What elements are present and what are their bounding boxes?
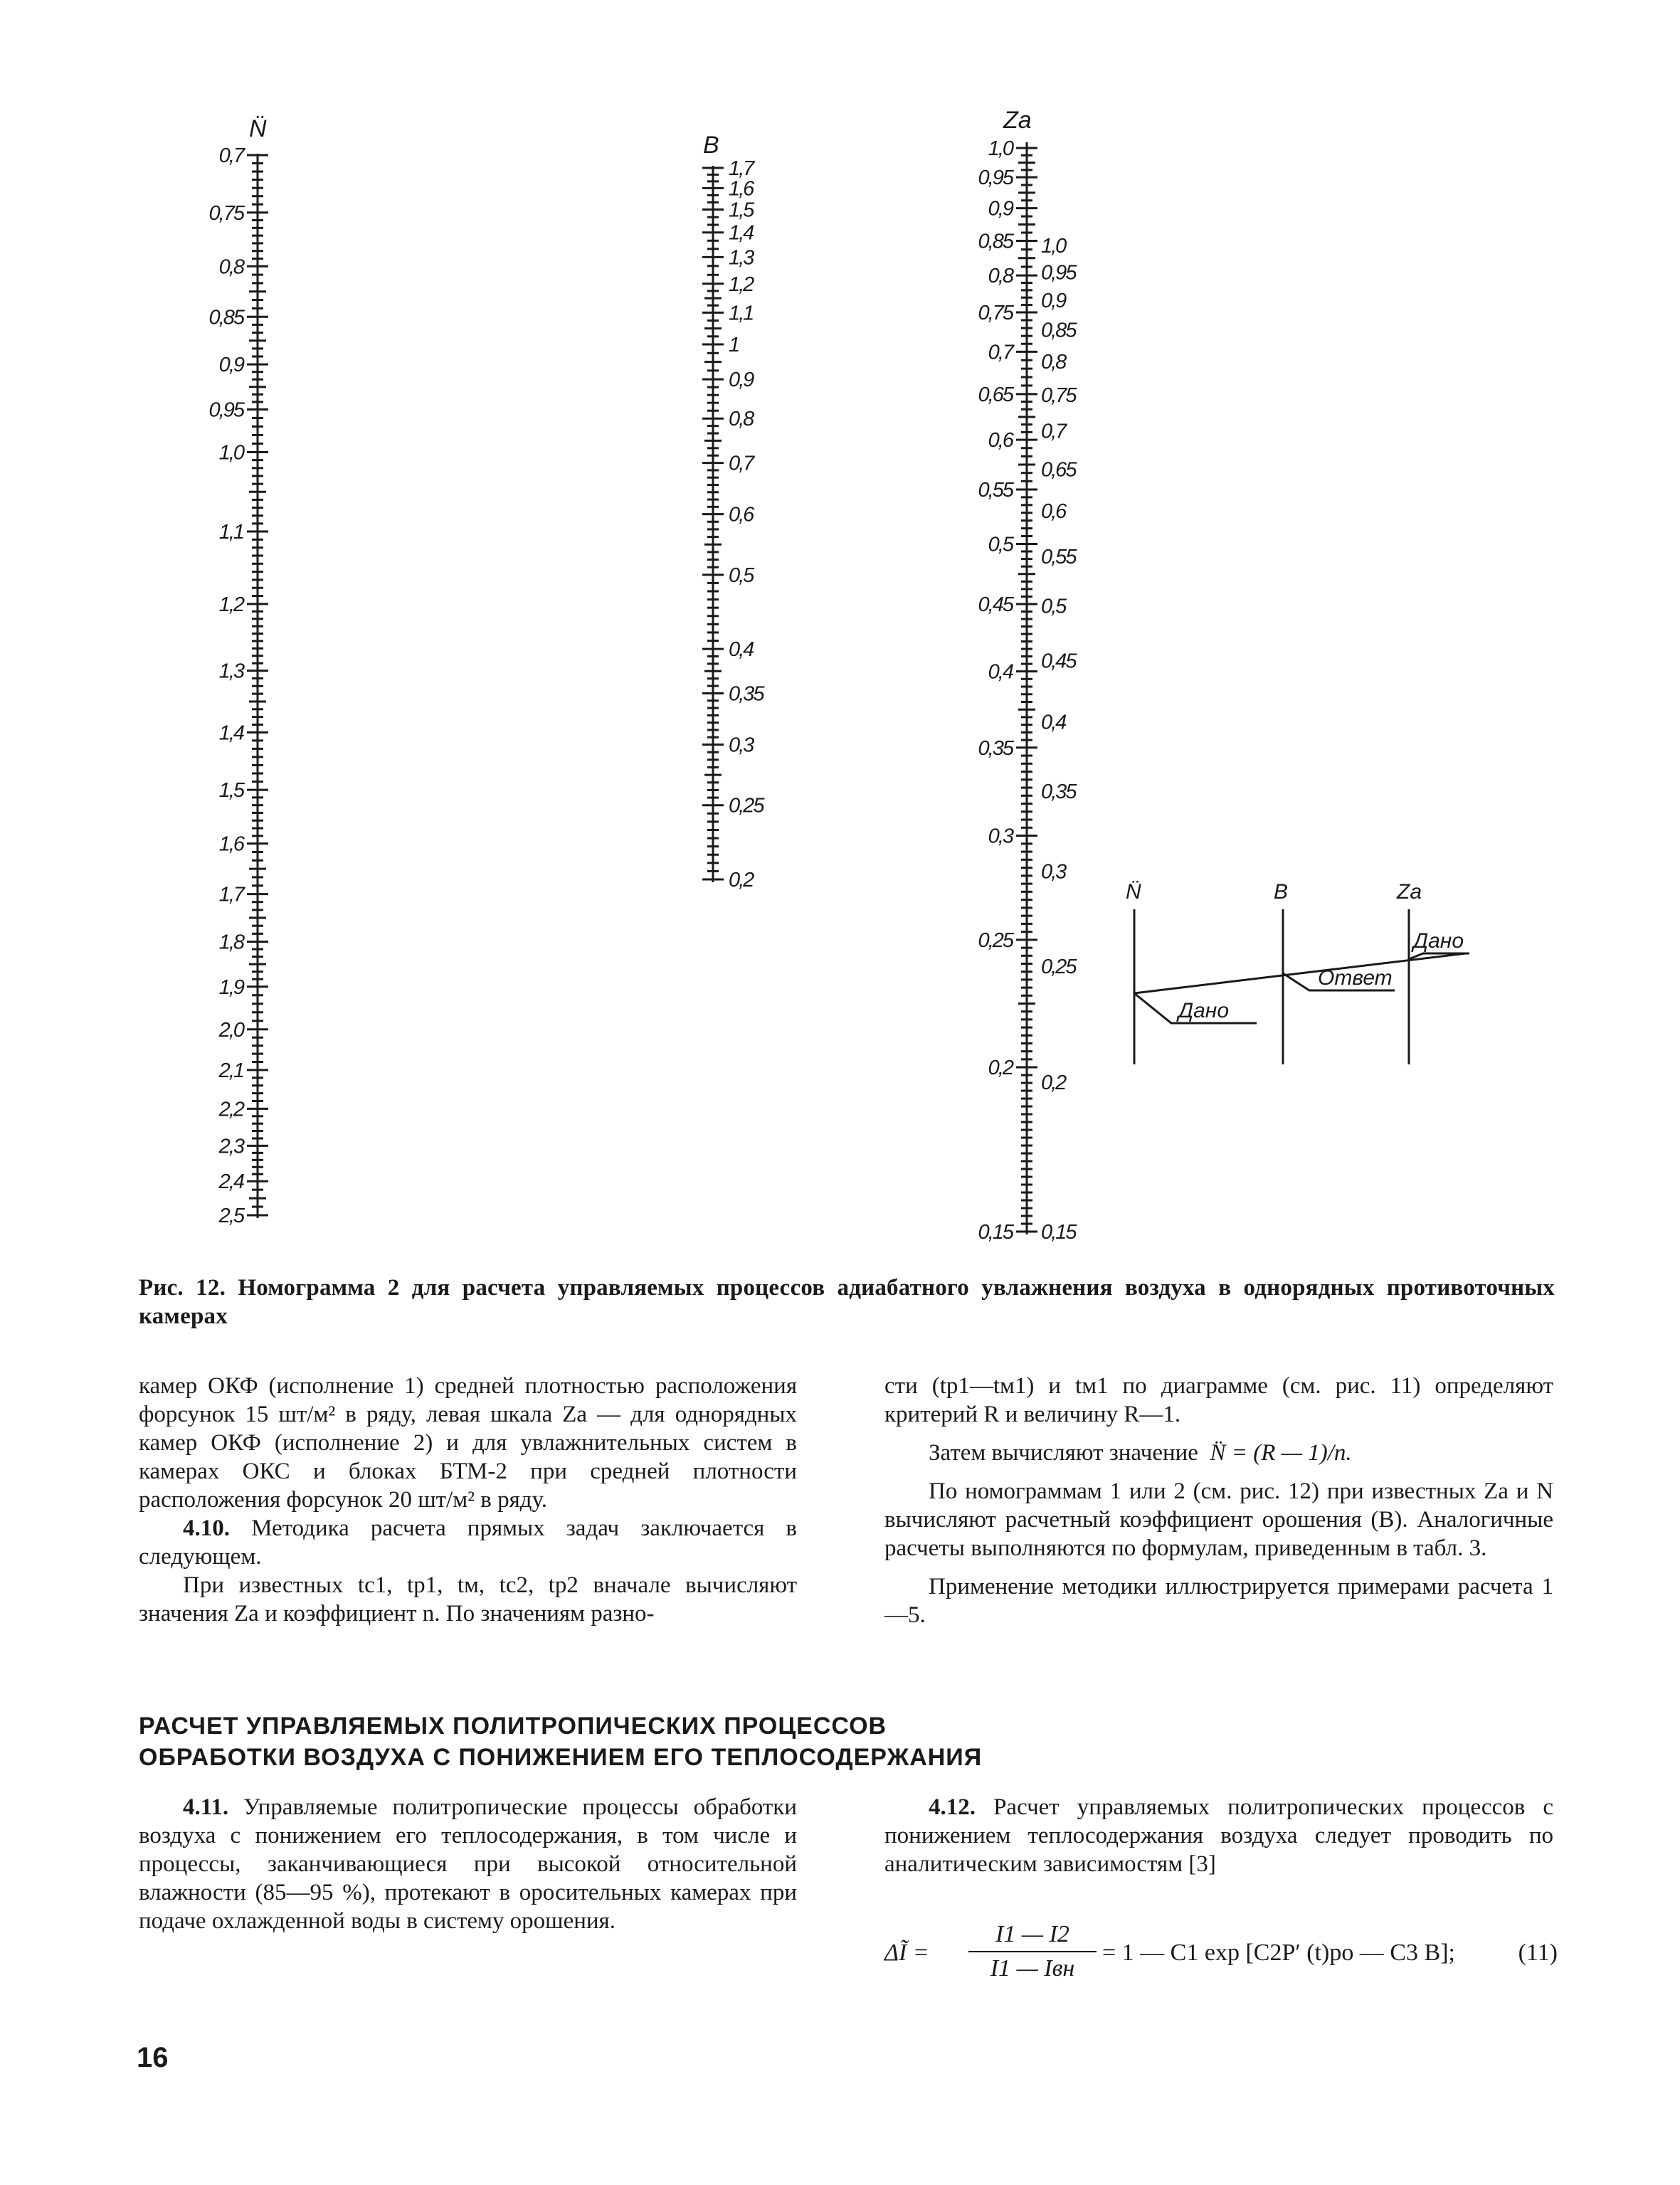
scale-b-tick-label: 1,4 — [729, 221, 754, 245]
scale-n-tick-label: 1,9 — [218, 975, 243, 999]
key-label-za: Za — [1397, 880, 1422, 904]
scale-za-left-tick-label: 0,75 — [978, 301, 1013, 324]
scale-za-left-tick-label: 0,2 — [988, 1057, 1013, 1080]
scale-za-left-tick-label: 0,8 — [988, 265, 1013, 288]
scale-za-left-tick-label: 0,3 — [988, 825, 1013, 848]
section-number: 4.11. — [183, 1794, 229, 1820]
scale-za-right-tick-label: 0,65 — [1041, 458, 1076, 482]
heading-line: ОБРАБОТКИ ВОЗДУХА С ПОНИЖЕНИЕМ ЕГО ТЕПЛОСОДЕРЖАНИЯ — [139, 1744, 983, 1771]
scale-n-ticks — [209, 144, 268, 1227]
scale-n-tick-label: 2,5 — [218, 1205, 243, 1227]
right-column-bottom — [884, 1793, 1553, 1878]
scale-za-right-tick-label: 0,45 — [1041, 650, 1076, 673]
scale-za-right-tick-label: 0,9 — [1041, 289, 1066, 312]
scale-b-tick-label: 1,1 — [729, 302, 754, 325]
scale-za-left-tick-label: 0,15 — [978, 1221, 1013, 1244]
scale-b-tick-label: 1,5 — [729, 199, 754, 222]
scale-b-tick-label: 0,5 — [729, 564, 754, 587]
scale-n-tick-label: 1,5 — [218, 779, 243, 803]
paragraph: Методика расчета прямых задач заключается в следующем. — [139, 1515, 798, 1570]
scale-b-tick-label: 1,3 — [729, 246, 754, 270]
scale-n-tick-label: 2,3 — [218, 1135, 243, 1158]
left-column-top — [139, 1372, 797, 1628]
scale-za-left-tick-label: 0,35 — [978, 736, 1013, 760]
paragraph: При известных tc1, tp1, tм, tc2, tp2 вначале вычисляют значения Za и коэффициент n. По значениям разно- — [139, 1572, 797, 1626]
scale-b-ticks — [702, 157, 765, 892]
page-number: 16 — [137, 2042, 169, 2073]
scale-n-tick-label: 0,75 — [208, 201, 243, 225]
paragraph-cont: камер ОКФ (исполнение 1) средней плотностью расположения форсунок 15 шт/м² в ряду, левая шкала Za — для однорядных камер ОКФ (исполнение 2) и для увлажнительных систем в камерах ОКС и блоках БТМ-2 при средней плотности расположения форсунок 20 шт/м² в ряду. — [139, 1373, 797, 1513]
paragraph: Затем вычисляют значение — [929, 1440, 1198, 1466]
scale-za-left-tick-label: 0,9 — [988, 197, 1013, 221]
scale-n-tick-label: 1,0 — [218, 441, 243, 465]
scale-b-tick-label: 1,7 — [729, 157, 754, 180]
scale-b-tick-label: 1 — [729, 333, 739, 356]
scale-n-tick-label: 0,95 — [208, 398, 243, 422]
scale-n-tick-label: 0,8 — [218, 255, 243, 279]
scale-n-tick-label: 0,9 — [218, 354, 243, 377]
key-isopleth — [1134, 953, 1466, 993]
scale-za-left-tick-label: 0,25 — [978, 929, 1013, 952]
scale-za-right-tick-label: 0,95 — [1041, 261, 1076, 285]
scale-n-tick-label: 1,7 — [218, 883, 243, 906]
scale-n-tick-label: 1,2 — [218, 593, 243, 616]
scale-za-left-tick-label: 0,45 — [978, 593, 1013, 617]
scale-n-tick-label: 2,4 — [218, 1170, 243, 1194]
scale-b-tick-label: 0,9 — [729, 369, 754, 392]
formula-rhs: = 1 — C1 exp [C2P′ (t)po — C3 B]; — [1102, 1940, 1456, 1966]
key-given-1: Дано — [1178, 999, 1230, 1022]
scale-za-left-tick-label: 0,6 — [988, 429, 1013, 453]
scale-b-label: B — [703, 132, 719, 159]
scale-za-right-tick-label: 0,55 — [1041, 545, 1076, 568]
formula-11 — [884, 1921, 1568, 1985]
scale-za-right-tick-label: 0,2 — [1041, 1071, 1066, 1094]
key-label-n: N̈ — [1126, 880, 1141, 904]
paragraph: Управляемые политропические процессы обработки воздуха с понижением его теплосодержания, в том числе и процессы, заканчивающиеся при высокой относительной влажности (85—95 %), протекают в оросительных камерах при подаче охлажденной воды в систему орошения. — [139, 1794, 797, 1934]
scale-za-right-tick-label: 0,85 — [1041, 319, 1076, 342]
scale-b-tick-label: 0,3 — [729, 734, 754, 757]
paragraph: Применение методики иллюстрируется примерами расчета 1—5. — [884, 1574, 1553, 1628]
scale-za-left-tick-label: 0,95 — [978, 166, 1013, 190]
scale-za-right-tick-label: 0,15 — [1041, 1221, 1076, 1244]
formula-numerator: I1 — I2 — [968, 1921, 1097, 1952]
scale-za-label: Za — [1003, 107, 1032, 134]
inline-formula: N̈ = (R — 1)/n. — [1210, 1440, 1352, 1466]
section-heading — [139, 1710, 1555, 1773]
right-column-top — [884, 1372, 1553, 1629]
scale-n-tick-label: 1,1 — [218, 521, 243, 544]
scale-n-tick-label: 1,6 — [218, 832, 243, 856]
scale-za-left-tick-label: 0,85 — [978, 230, 1013, 253]
scale-n-tick-label: 0,7 — [218, 144, 243, 167]
scale-b-tick-label: 0,7 — [729, 452, 754, 475]
scale-za-right-tick-label: 0,25 — [1041, 955, 1076, 978]
formula-lhs: ΔĨ = — [884, 1940, 929, 1966]
scale-za-right-tick-label: 0,7 — [1041, 420, 1066, 443]
scale-za-right-tick-label: 0,35 — [1041, 780, 1076, 803]
scale-b-tick-label: 1,2 — [729, 273, 754, 296]
scale-n-tick-label: 2,2 — [218, 1098, 243, 1121]
scale-za-right-tick-label: 1,0 — [1041, 235, 1066, 258]
paragraph-cont: сти (tp1—tм1) и tм1 по диаграмме (см. рис. 11) определяют критерий R и величину R—1. — [884, 1373, 1553, 1427]
left-column-bottom — [139, 1793, 797, 1935]
scale-n-tick-label: 0,85 — [208, 306, 243, 329]
scale-n-tick-label: 1,3 — [218, 660, 243, 683]
section-number: 4.12. — [929, 1794, 976, 1820]
scale-za-left-tick-label: 0,5 — [988, 533, 1013, 556]
scale-b-tick-label: 0,4 — [729, 638, 754, 662]
scale-za-left-tick-label: 0,55 — [978, 478, 1013, 502]
scale-za-left-tick-label: 0,4 — [988, 660, 1013, 684]
scale-za-right-tick-label: 0,8 — [1041, 351, 1066, 374]
formula-fraction — [968, 1921, 1097, 1982]
key-answer: Ответ — [1318, 966, 1393, 990]
scale-za-right-tick-label: 0,4 — [1041, 711, 1066, 734]
scale-n-tick-label: 2,1 — [218, 1059, 243, 1082]
section-number: 4.10. — [183, 1515, 230, 1541]
heading-line: РАСЧЕТ УПРАВЛЯЕМЫХ ПОЛИТРОПИЧЕСКИХ ПРОЦЕССОВ — [139, 1713, 887, 1740]
key-label-b: B — [1274, 880, 1289, 904]
nomogram-key — [1126, 880, 1469, 1064]
scale-b-tick-label: 0,25 — [729, 794, 764, 818]
paragraph: Расчет управляемых политропических процессов с понижением теплосодержания воздуха следует проводить по аналитическим зависимостям [3] — [884, 1794, 1554, 1877]
scale-za-left-tick-label: 0,7 — [988, 341, 1013, 364]
scale-za-right-tick-label: 0,6 — [1041, 500, 1066, 524]
scale-n-label: N̈ — [249, 115, 267, 142]
paragraph: По номограммам 1 или 2 (см. рис. 12) при известных Za и N вычисляют расчетный коэффициент орошения (В). Аналогичные расчеты выполняются по формулам, приведенным в табл. 3. — [884, 1478, 1553, 1561]
scale-n-tick-label: 1,4 — [218, 721, 243, 745]
key-given-2: Дано — [1413, 929, 1464, 953]
scale-b-tick-label: 0,8 — [729, 408, 754, 431]
scale-za-right-tick-label: 0,5 — [1041, 595, 1066, 618]
scale-b-tick-label: 0,6 — [729, 503, 754, 527]
formula-number: (11) — [1518, 1940, 1558, 1966]
scale-n-tick-label: 1,8 — [218, 931, 243, 954]
formula-denominator: I1 — Iвн — [990, 1955, 1075, 1982]
scale-za-right-tick-label: 0,3 — [1041, 860, 1066, 884]
scale-b-tick-label: 0,2 — [729, 869, 754, 892]
figure-caption: Рис. 12. Номограмма 2 для расчета управляемых процессов адиабатного увлажнения воздуха в однорядных противоточных камерах — [139, 1275, 1555, 1329]
scale-b-tick-label: 0,35 — [729, 682, 764, 706]
scale-za-left-tick-label: 0,65 — [978, 383, 1013, 406]
scale-b-tick-label: 1,6 — [729, 177, 754, 201]
scale-za-left-tick-label: 1,0 — [988, 137, 1013, 160]
scale-n-tick-label: 2,0 — [218, 1018, 243, 1042]
scale-za-right-tick-label: 0,75 — [1041, 384, 1076, 408]
